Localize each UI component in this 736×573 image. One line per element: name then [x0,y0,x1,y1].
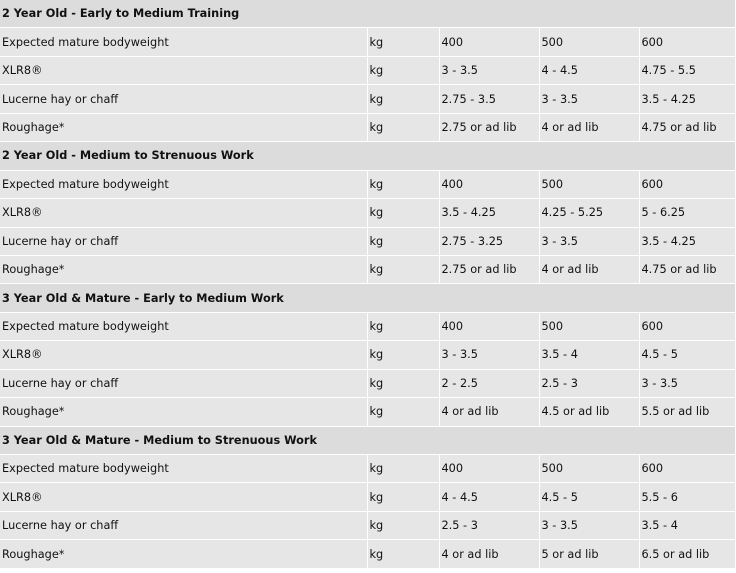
value-500kg: 3 - 3.5 [539,511,639,539]
row-label: XLR8® [0,56,367,84]
value-400kg: 4 or ad lib [439,540,539,568]
table-row [0,398,735,426]
section-header [0,142,735,170]
row-unit: kg [367,113,439,141]
value-400kg: 2.75 - 3.25 [439,227,539,255]
value-400kg: 400 [439,28,539,56]
value-500kg: 4.5 or ad lib [539,398,639,426]
row-label: XLR8® [0,341,367,369]
table-row [0,170,735,198]
row-unit: kg [367,56,439,84]
value-500kg: 3.5 - 4 [539,341,639,369]
table-row [0,455,735,483]
value-400kg: 4 - 4.5 [439,483,539,511]
value-400kg: 400 [439,312,539,340]
value-600kg: 6.5 or ad lib [639,540,735,568]
value-500kg: 3 - 3.5 [539,227,639,255]
value-600kg: 600 [639,170,735,198]
value-500kg: 500 [539,28,639,56]
row-unit: kg [367,341,439,369]
row-label: Lucerne hay or chaff [0,85,367,113]
row-unit: kg [367,227,439,255]
row-label: XLR8® [0,199,367,227]
value-600kg: 4.75 - 5.5 [639,56,735,84]
row-unit: kg [367,312,439,340]
row-unit: kg [367,85,439,113]
value-600kg: 3 - 3.5 [639,369,735,397]
section-title: 3 Year Old & Mature - Medium to Strenuous Work [0,426,735,454]
value-500kg: 4.5 - 5 [539,483,639,511]
value-500kg: 500 [539,312,639,340]
row-unit: kg [367,483,439,511]
section-title: 2 Year Old - Early to Medium Training [0,0,735,28]
value-400kg: 4 or ad lib [439,398,539,426]
value-500kg: 500 [539,170,639,198]
value-600kg: 5 - 6.25 [639,199,735,227]
value-600kg: 4.75 or ad lib [639,255,735,283]
row-label: Expected mature bodyweight [0,455,367,483]
row-unit: kg [367,511,439,539]
table-row [0,56,735,84]
row-label: Lucerne hay or chaff [0,511,367,539]
row-unit: kg [367,540,439,568]
row-unit: kg [367,28,439,56]
value-400kg: 3 - 3.5 [439,56,539,84]
value-400kg: 2.75 or ad lib [439,113,539,141]
table-row [0,199,735,227]
section-header [0,426,735,454]
value-500kg: 4 or ad lib [539,255,639,283]
row-label: Expected mature bodyweight [0,312,367,340]
row-label: Expected mature bodyweight [0,28,367,56]
table-row [0,540,735,568]
value-500kg: 5 or ad lib [539,540,639,568]
value-600kg: 4.75 or ad lib [639,113,735,141]
table-row [0,28,735,56]
row-label: XLR8® [0,483,367,511]
value-400kg: 2 - 2.5 [439,369,539,397]
value-500kg: 4 or ad lib [539,113,639,141]
value-600kg: 600 [639,312,735,340]
value-600kg: 5.5 - 6 [639,483,735,511]
value-500kg: 4 - 4.5 [539,56,639,84]
value-600kg: 3.5 - 4.25 [639,227,735,255]
value-400kg: 2.5 - 3 [439,511,539,539]
row-label: Lucerne hay or chaff [0,227,367,255]
value-600kg: 3.5 - 4.25 [639,85,735,113]
table-row [0,227,735,255]
row-unit: kg [367,255,439,283]
row-label: Lucerne hay or chaff [0,369,367,397]
row-label: Roughage* [0,113,367,141]
table-row [0,483,735,511]
row-label: Roughage* [0,540,367,568]
value-400kg: 3.5 - 4.25 [439,199,539,227]
table-row [0,369,735,397]
value-600kg: 3.5 - 4 [639,511,735,539]
value-500kg: 500 [539,455,639,483]
row-unit: kg [367,398,439,426]
section-title: 3 Year Old & Mature - Early to Medium Work [0,284,735,312]
value-600kg: 600 [639,455,735,483]
table-row [0,341,735,369]
row-unit: kg [367,369,439,397]
value-500kg: 2.5 - 3 [539,369,639,397]
value-400kg: 2.75 - 3.5 [439,85,539,113]
value-500kg: 3 - 3.5 [539,85,639,113]
section-header [0,0,735,28]
value-600kg: 5.5 or ad lib [639,398,735,426]
value-600kg: 600 [639,28,735,56]
value-400kg: 400 [439,455,539,483]
section-title: 2 Year Old - Medium to Strenuous Work [0,142,735,170]
value-400kg: 3 - 3.5 [439,341,539,369]
row-label: Roughage* [0,255,367,283]
value-400kg: 2.75 or ad lib [439,255,539,283]
row-label: Expected mature bodyweight [0,170,367,198]
row-unit: kg [367,170,439,198]
value-600kg: 4.5 - 5 [639,341,735,369]
row-unit: kg [367,199,439,227]
table-row [0,113,735,141]
table-row [0,511,735,539]
value-400kg: 400 [439,170,539,198]
row-unit: kg [367,455,439,483]
value-500kg: 4.25 - 5.25 [539,199,639,227]
table-row [0,255,735,283]
section-header [0,284,735,312]
row-label: Roughage* [0,398,367,426]
table-row [0,312,735,340]
table-row [0,85,735,113]
